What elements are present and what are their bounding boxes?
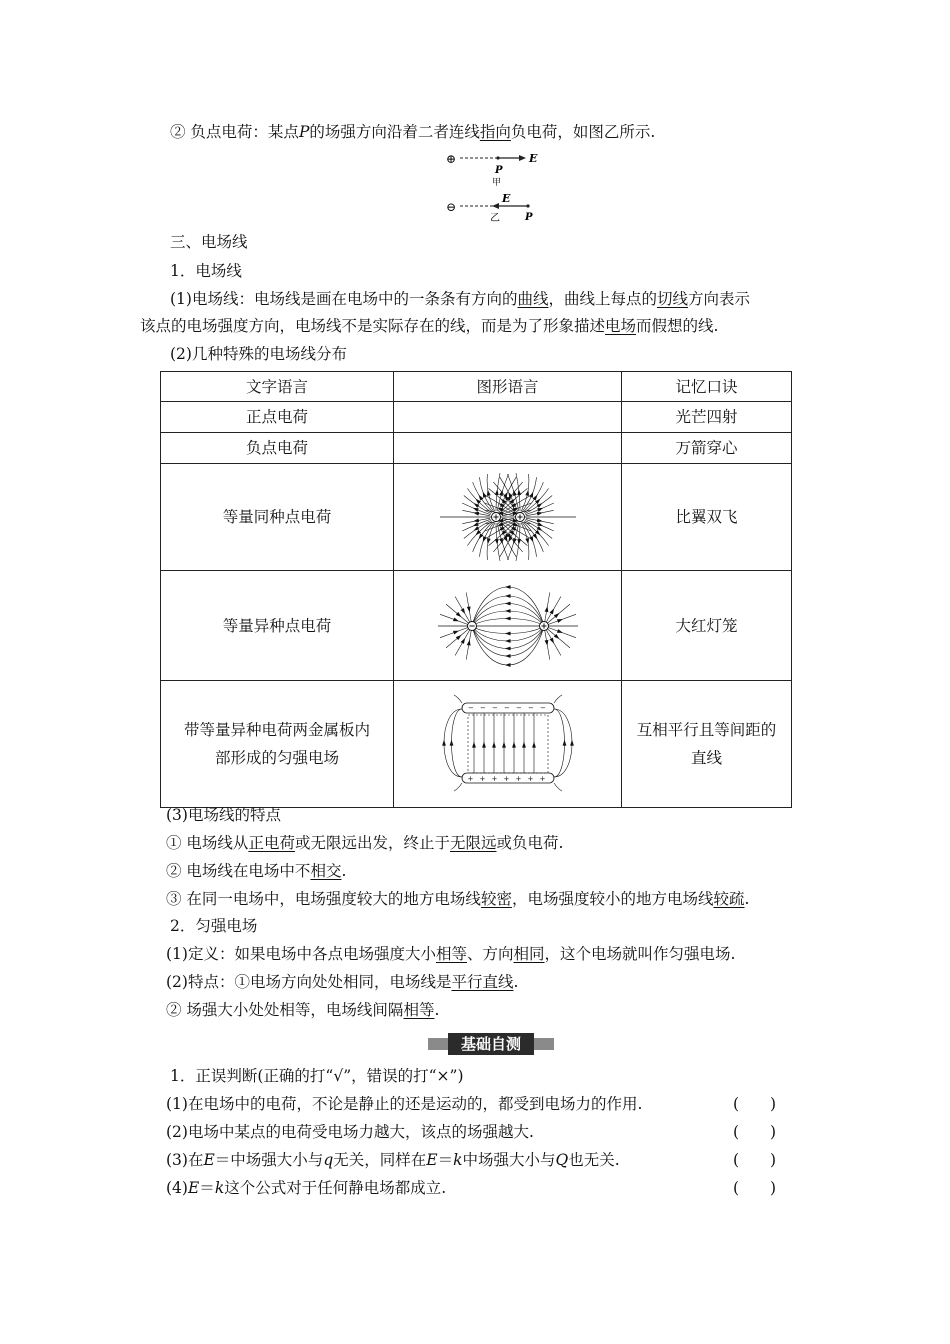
uniform-equal-spacing: ② 场强大小处处相等，电场线间隔相等. — [166, 1001, 440, 1019]
svg-text:−: − — [479, 704, 486, 712]
distribution-title: (2)几种特殊的电场线分布 — [170, 345, 347, 363]
answer-blank-1[interactable]: ( ) — [733, 1095, 777, 1113]
svg-text:乙: 乙 — [490, 213, 500, 224]
unlike-charges-field-diagram — [434, 578, 582, 674]
svg-text:−: − — [467, 704, 474, 712]
table-header-row — [161, 372, 792, 402]
feature-2: ② 电场线在电场中不相交. — [166, 862, 347, 880]
definition-line-2: 该点的电场强度方向，电场线不是实际存在的线，而是为了形象描述电场而假想的线. — [140, 317, 719, 335]
svg-text:P: P — [495, 165, 503, 176]
svg-text:P: P — [525, 212, 533, 223]
negative-charge-symbol: ⊖ — [446, 200, 457, 214]
svg-text:−: − — [527, 704, 534, 712]
test-question-4: (4)E＝k这个公式对于任何静电场都成立. — [166, 1179, 447, 1197]
uniform-field-title: 2．匀强电场 — [170, 917, 258, 935]
test-question-1: (1)在电场中的电荷，不论是静止的还是运动的，都受到电场力的作用. — [166, 1095, 643, 1113]
figure-jia — [446, 152, 538, 188]
table-row: 等量异种点电荷 大红灯笼 — [161, 571, 792, 681]
uniform-definition: (1)定义：如果电场中各点电场强度大小相等、方向相同，这个电场就叫作匀强电场. — [166, 945, 736, 963]
table-row: 负点电荷 万箭穿心 — [161, 433, 792, 464]
answer-blank-3[interactable]: ( ) — [733, 1151, 777, 1169]
features-title: (3)电场线的特点 — [166, 806, 281, 824]
svg-text:+: + — [491, 775, 497, 783]
table-row: 带等量异种电荷两金属板内 部形成的匀强电场 − + − + − + − + − + − + − + 互相平行且等间距的 直线 — [161, 681, 792, 808]
svg-text:E: E — [529, 152, 538, 165]
header-graphic-language: 图形语言 — [394, 372, 622, 402]
table-row: 正点电荷 光芒四射 — [161, 402, 792, 433]
answer-blank-2[interactable]: ( ) — [733, 1123, 777, 1141]
self-test-banner-label: 基础自测 — [448, 1033, 534, 1055]
svg-text:+: + — [503, 775, 509, 783]
answer-blank-4[interactable]: ( ) — [733, 1179, 777, 1197]
field-line-table — [160, 371, 792, 808]
svg-text:−: − — [539, 704, 546, 712]
parallel-plates-field-diagram — [434, 689, 582, 799]
test-title: 1．正误判断(正确的打“√”，错误的打“×”) — [170, 1067, 464, 1085]
svg-text:E: E — [502, 192, 511, 205]
definition-line-1: (1)电场线：电场线是画在电场中的一条条有方向的曲线，曲线上每点的切线方向表示 — [170, 290, 751, 308]
figure-yi — [446, 192, 533, 224]
like-charges-field-diagram — [438, 469, 578, 565]
svg-text:−: − — [503, 704, 510, 712]
header-memory-phrase: 记忆口诀 — [622, 372, 792, 402]
svg-text:+: + — [467, 775, 473, 783]
svg-text:+: + — [527, 775, 533, 783]
subsection-title: 1．电场线 — [170, 262, 242, 280]
point-charge-figure — [440, 148, 550, 226]
positive-charge-symbol: ⊕ — [446, 152, 457, 166]
feature-3: ③ 在同一电场中，电场强度较大的地方电场线较密，电场强度较小的地方电场线较疏. — [166, 890, 750, 908]
feature-1: ① 电场线从正电荷或无限远出发，终止于无限远或负电荷. — [166, 834, 564, 852]
test-question-3: (3)在E＝中场强大小与q无关，同样在E＝k中场强大小与Q也无关. — [166, 1151, 620, 1169]
header-text-language: 文字语言 — [161, 372, 394, 402]
svg-text:+: + — [479, 775, 485, 783]
svg-text:+: + — [539, 775, 545, 783]
svg-text:+: + — [515, 775, 521, 783]
svg-text:−: − — [515, 704, 522, 712]
self-test-banner — [428, 1033, 554, 1055]
test-question-2: (2)电场中某点的电荷受电场力越大，该点的场强越大. — [166, 1123, 534, 1141]
table-row: 等量同种点电荷 比翼双飞 — [161, 464, 792, 571]
negative-charge-paragraph: ② 负点电荷：某点P的场强方向沿着二者连线指向负电荷，如图乙所示. — [170, 123, 656, 141]
section-heading: 三、电场线 — [170, 233, 248, 251]
svg-text:−: − — [491, 704, 498, 712]
uniform-characteristic: (2)特点：①电场方向处处相同，电场线是平行直线. — [166, 973, 519, 991]
svg-text:甲: 甲 — [492, 178, 502, 188]
